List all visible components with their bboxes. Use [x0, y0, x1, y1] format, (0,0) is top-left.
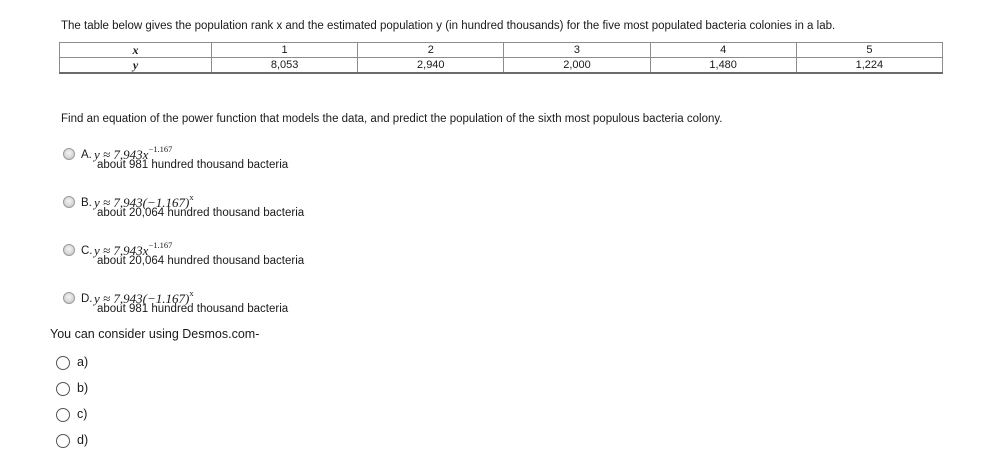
option-letter: A. — [81, 149, 92, 161]
problem-intro: The table below gives the population rank x and the estimated population y (in hundred thousands) for the five most populated bacteria colonies in a lab. — [61, 20, 836, 32]
option-letter: C. — [81, 245, 93, 257]
x-cell: 1 — [212, 43, 358, 58]
radio-button[interactable] — [56, 434, 70, 448]
choice-label: c) — [77, 407, 88, 421]
y-cell: 1,480 — [650, 58, 796, 74]
equation-base: y ≈ 7,943x — [94, 243, 149, 258]
table-row-y — [60, 58, 943, 74]
x-cell: 5 — [796, 43, 942, 58]
equation-exponent: −1.167 — [148, 144, 173, 154]
equation-exponent: x — [189, 288, 194, 298]
y-header: y — [60, 58, 212, 74]
question-text: Find an equation of the power function that models the data, and predict the population of the sixth most populous bacteria colony. — [61, 113, 723, 125]
option-d-radio[interactable] — [63, 292, 75, 304]
choice-label: d) — [77, 433, 89, 447]
choice-label: a) — [77, 355, 89, 369]
x-cell: 3 — [504, 43, 650, 58]
radio-button[interactable] — [56, 382, 70, 396]
option-letter: B. — [81, 197, 92, 209]
hint-text: You can consider using Desmos.com- — [50, 327, 260, 341]
option-c-radio[interactable] — [63, 244, 75, 256]
x-header: x — [60, 43, 212, 58]
option-description: about 20,064 hundred thousand bacteria — [97, 207, 305, 219]
equation-exponent: x — [189, 192, 194, 202]
option-letter: D. — [81, 293, 93, 305]
y-cell: 2,940 — [358, 58, 504, 74]
option-description: about 981 hundred thousand bacteria — [97, 303, 289, 315]
equation-base: y ≈ 7,943(−1.167) — [94, 291, 190, 306]
data-table — [59, 42, 943, 74]
table-row-x — [60, 43, 943, 58]
option-description: about 981 hundred thousand bacteria — [97, 159, 289, 171]
choice-label: b) — [77, 381, 89, 395]
x-cell: 4 — [650, 43, 796, 58]
y-cell: 1,224 — [796, 58, 942, 74]
option-description: about 20,064 hundred thousand bacteria — [97, 255, 305, 267]
option-a-radio[interactable] — [63, 148, 75, 160]
y-cell: 2,000 — [504, 58, 650, 74]
option-b-radio[interactable] — [63, 196, 75, 208]
equation-base: y ≈ 7,943(−1.167) — [94, 195, 190, 210]
equation-base: y ≈ 7,943x — [94, 147, 149, 162]
x-cell: 2 — [358, 43, 504, 58]
y-cell: 8,053 — [212, 58, 358, 74]
radio-button[interactable] — [56, 408, 70, 422]
radio-button[interactable] — [56, 356, 70, 370]
equation-exponent: −1.167 — [148, 240, 173, 250]
